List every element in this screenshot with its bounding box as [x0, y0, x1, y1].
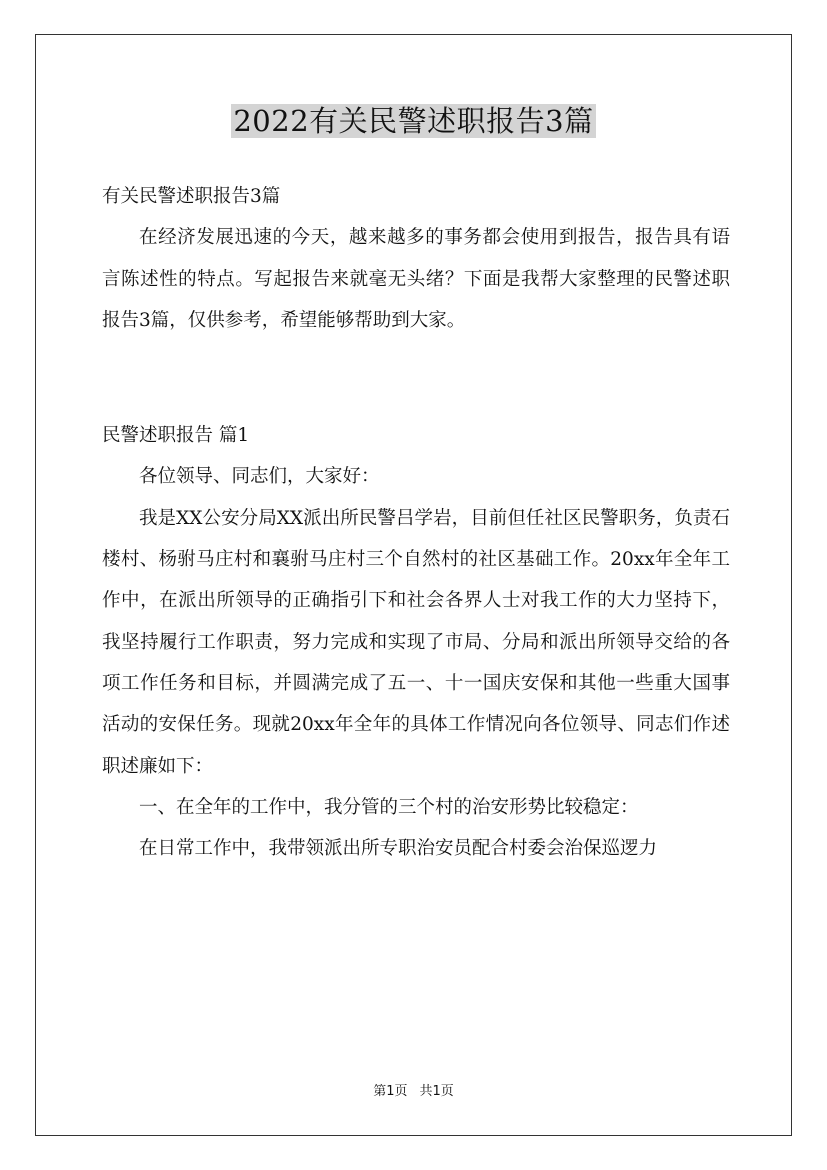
blank-line: [102, 341, 730, 415]
section-heading: 民警述职报告 篇1: [102, 425, 250, 447]
intro-paragraph: 在经济发展迅速的今天，越来越多的事务都会使用到报告，报告具有语言陈述性的特点。写起报告来就毫无头绪？下面是我帮大家整理的民警述职报告3篇，仅供参考，希望能够帮助到大家。: [102, 227, 730, 331]
body-paragraph-point-one: 一、在全年的工作中，我分管的三个村的治安形势比较稳定：: [139, 796, 639, 818]
document-body: [102, 176, 730, 869]
page-footer: [0, 1082, 827, 1102]
body-paragraph-intro: 我是XX公安分局XX派出所民警吕学岩，目前但任社区民警职务，负责石楼村、杨驸马庄村和襄驸马庄村三个自然村的社区基础工作。20xx年全年工作中，在派出所领导的正确指引下和社会各界人士对我工作的大力坚持下，我坚持履行工作职责，努力完成和实现了市局、分局和派出所领导交给的各项工作任务和目标，并圆满完成了五一、十一国庆安保和其他一些重大国事活动的安保任务。现就20xx年全年的具体工作情况向各位领导、同志们作述职述廉如下：: [102, 507, 730, 777]
document-title-text: 2022有关民警述职报告3篇: [233, 104, 594, 138]
document-subtitle: 有关民警述职报告3篇: [102, 186, 281, 207]
page-number: 第1页: [373, 1084, 408, 1099]
body-paragraph-greeting: 各位领导、同志们，大家好：: [139, 466, 380, 488]
document-title: [0, 100, 827, 142]
page-total: 共1页: [419, 1084, 454, 1099]
body-paragraph-daily-work: 在日常工作中，我带领派出所专职治安员配合村委会治保巡逻力: [139, 838, 658, 860]
